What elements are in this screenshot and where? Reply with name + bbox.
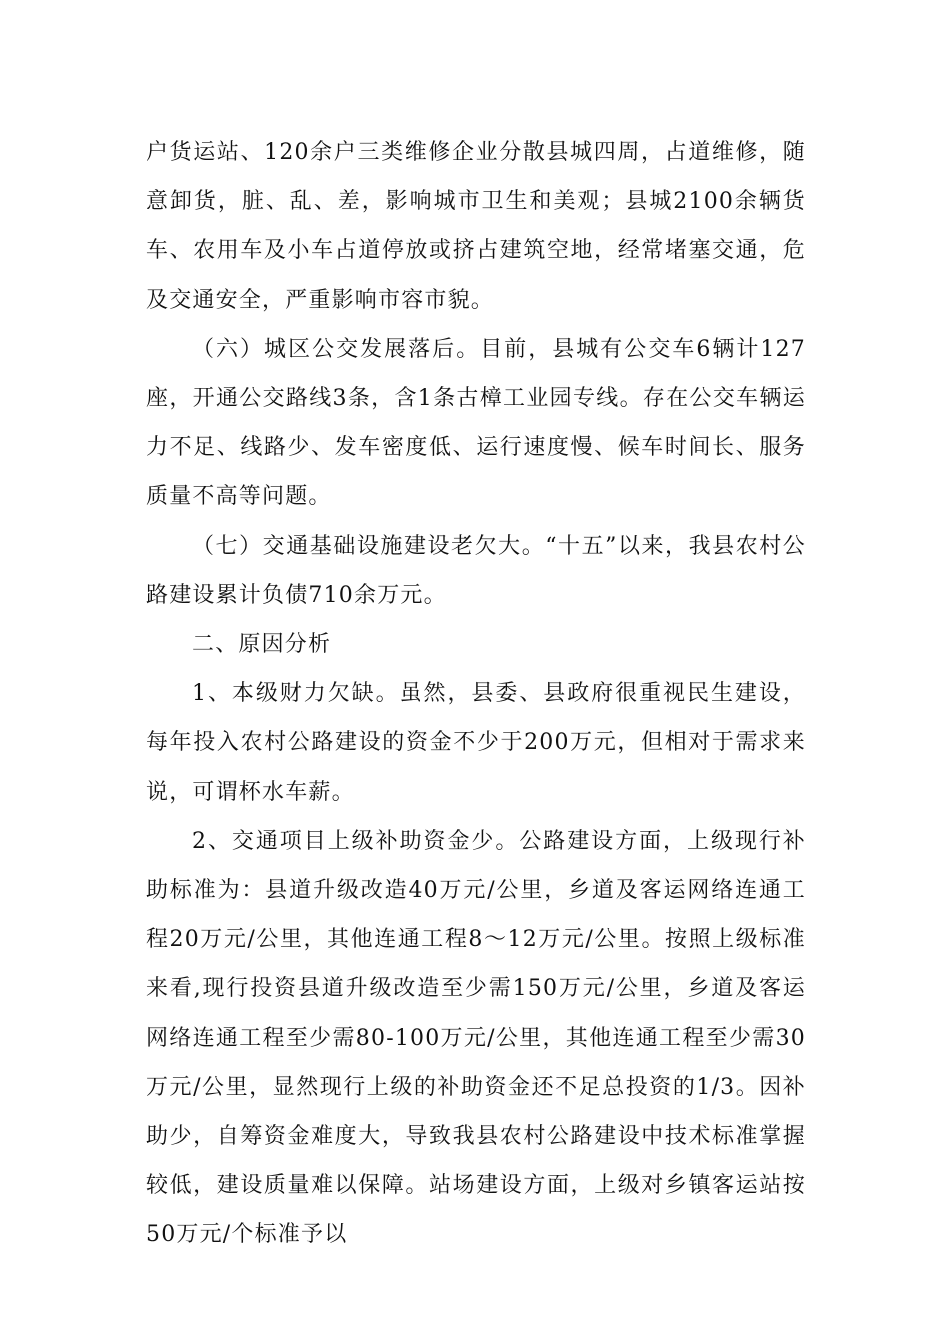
section-heading-cause-analysis: 二、原因分析 [192,632,332,658]
paragraph-local-finance: 1、本级财力欠缺。虽然，县委、县政府很重视民生建设，每年投入农村公路建设的资金不少于200万元，但相对于需求来说，可谓杯水车薪。 [146,681,806,805]
paragraph-public-transit: （六）城区公交发展落后。目前，县城有公交车6辆计127座，开通公交路线3条，含1条古樟工业园专线。存在公交车辆运力不足、线路少、发车密度低、运行速度慢、候车时间长、服务质量不高等问题。 [146,336,806,510]
paragraph-infrastructure-debt: （七）交通基础设施建设老欠大。“十五”以来，我县农村公路建设累计负债710余万元。 [146,533,806,608]
paragraph-subsidy-funds: 2、交通项目上级补助资金少。公路建设方面，上级现行补助标准为：县道升级改造40万元/公里，乡道及客运网络连通工程20万元/公里，其他连通工程8～12万元/公里。按照上级标准来看,现行投资县道升级改造至少需150万元/公里，乡道及客运网络连通工程至少需80-100万元/公里，其他连通工程至少需30万元/公里，显然现行上级的补助资金还不足总投资的1/3。因补助少，自筹资金难度大，导致我县农村公路建设中技术标准掌握较低，建设质量难以保障。站场建设方面，上级对乡镇客运站按50万元/个标准予以 [146,828,806,1248]
document-body [146,128,806,1260]
paragraph-freight-station: 户货运站、120余户三类维修企业分散县城四周，占道维修，随意卸货，脏、乱、差，影响城市卫生和美观；县城2100余辆货车、农用车及小车占道停放或挤占建筑空地，经常堵塞交通，危及交通安全，严重影响市容市貌。 [146,140,806,313]
